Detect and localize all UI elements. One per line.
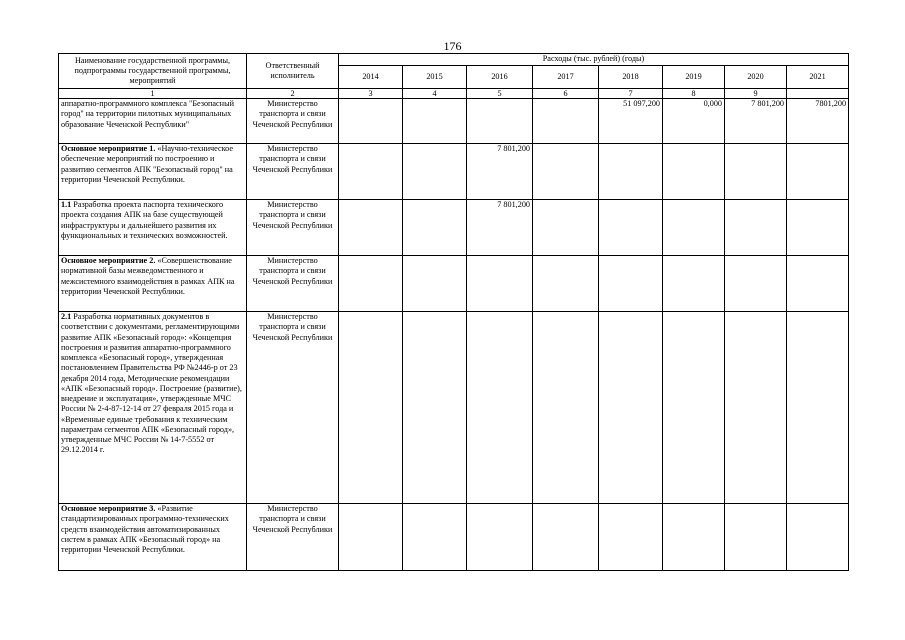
column-number: 7 — [599, 89, 663, 99]
value-cell: 0,000 — [663, 99, 725, 144]
value-cell — [533, 504, 599, 571]
value-cell — [787, 144, 849, 200]
header-year: 2016 — [467, 66, 533, 89]
value-cell — [467, 504, 533, 571]
value-cell — [533, 99, 599, 144]
row-name — [59, 504, 247, 571]
value-cell — [339, 200, 403, 256]
header-year: 2015 — [403, 66, 467, 89]
value-cell — [339, 256, 403, 312]
value-cell — [725, 144, 787, 200]
header-year: 2021 — [787, 66, 849, 89]
row-executor: Министерство транспорта и связи Чеченской Республики — [247, 200, 339, 256]
value-cell: 7 801,200 — [467, 200, 533, 256]
column-number: 4 — [403, 89, 467, 99]
value-cell — [599, 504, 663, 571]
value-cell — [663, 312, 725, 504]
value-cell — [403, 144, 467, 200]
value-cell — [663, 504, 725, 571]
expenses-table — [58, 53, 849, 571]
column-number: 9 — [725, 89, 787, 99]
row-prefix: 1.1 — [61, 200, 72, 209]
row-text: «Развитие стандартизированных программно-технических средств взаимодействия автоматизированных систем в рамках АПК «Безопасный город» на территории Чеченской Республики. — [61, 504, 229, 554]
table-row — [59, 256, 849, 312]
table-row — [59, 504, 849, 571]
header-year: 2017 — [533, 66, 599, 89]
column-number-row — [59, 89, 849, 99]
value-cell — [787, 312, 849, 504]
column-number: 6 — [533, 89, 599, 99]
row-name — [59, 99, 247, 144]
row-name — [59, 256, 247, 312]
value-cell: 7 801,200 — [467, 144, 533, 200]
value-cell — [599, 256, 663, 312]
column-number: 5 — [467, 89, 533, 99]
value-cell — [663, 256, 725, 312]
row-prefix: Основное мероприятие 2. — [61, 256, 156, 265]
value-cell — [467, 256, 533, 312]
table-row — [59, 200, 849, 256]
header-executor: Ответственный исполнитель — [247, 54, 339, 89]
row-text: Разработка нормативных документов в соответствии с документами, регламентирующими развитие АПК «Безопасный город»: «Концепция построения и развития аппаратно-программного комплекса «Безопасный город», утвержденная постановлением Правительства РФ №2446-р от 23 декабря 2014 года, Методические рекомендации «АПК «Безопасный город». Построение (развитие), внедрение и эксплуатация», утвержденные МЧС России № 2-4-87-12-14 от 27 февраля 2015 года и «Временные единые требования к техническим параметрам сегментов АПК «Безопасный город», утвержденные МЧС России № 14-7-5552 от 29.12.2014 г. — [61, 312, 242, 455]
value-cell: 7801,200 — [787, 99, 849, 144]
value-cell — [533, 200, 599, 256]
value-cell — [787, 256, 849, 312]
value-cell — [663, 144, 725, 200]
header-year: 2020 — [725, 66, 787, 89]
value-cell — [467, 99, 533, 144]
header-year: 2014 — [339, 66, 403, 89]
value-cell — [339, 144, 403, 200]
value-cell — [403, 256, 467, 312]
row-prefix: Основное мероприятие 3. — [61, 504, 156, 513]
table-row — [59, 312, 849, 504]
value-cell — [725, 504, 787, 571]
column-number: 1 — [59, 89, 247, 99]
value-cell — [533, 312, 599, 504]
header-name: Наименование государственной программы, подпрограммы государственной программы, мероприятий — [59, 54, 247, 89]
value-cell — [403, 99, 467, 144]
table-row — [59, 99, 849, 144]
row-text: «Научно-техническое обеспечение мероприятий по построению и развитию сегментов АПК "Безопасный город" на территории Чеченской Республики. — [61, 144, 233, 184]
row-name — [59, 144, 247, 200]
value-cell — [403, 504, 467, 571]
column-number — [787, 89, 849, 99]
page-number: 176 — [443, 39, 462, 53]
value-cell — [533, 144, 599, 200]
value-cell — [787, 504, 849, 571]
value-cell — [403, 200, 467, 256]
column-number: 3 — [339, 89, 403, 99]
header-expenses: Расходы (тыс. рублей) (годы) — [339, 54, 849, 66]
value-cell — [599, 200, 663, 256]
value-cell — [787, 200, 849, 256]
value-cell: 7 801,200 — [725, 99, 787, 144]
value-cell — [599, 144, 663, 200]
value-cell — [599, 312, 663, 504]
row-prefix: Основное мероприятие 1. — [61, 144, 156, 153]
value-cell — [533, 256, 599, 312]
value-cell — [339, 99, 403, 144]
header-year: 2019 — [663, 66, 725, 89]
header-year: 2018 — [599, 66, 663, 89]
row-name — [59, 312, 247, 504]
value-cell — [725, 312, 787, 504]
row-executor: Министерство транспорта и связи Чеченской Республики — [247, 312, 339, 504]
value-cell — [725, 256, 787, 312]
value-cell — [725, 200, 787, 256]
value-cell — [403, 312, 467, 504]
row-executor: Министерство транспорта и связи Чеченской Республики — [247, 144, 339, 200]
row-name — [59, 200, 247, 256]
value-cell — [467, 312, 533, 504]
value-cell — [339, 312, 403, 504]
row-text: «Совершенствование нормативной базы межведомственного и межсистемного взаимодействия в рамках АПК на территории Чеченской Республики. — [61, 256, 235, 296]
value-cell: 51 097,200 — [599, 99, 663, 144]
row-executor: Министерство транспорта и связи Чеченской Республики — [247, 504, 339, 571]
row-executor: Министерство транспорта и связи Чеченской Республики — [247, 99, 339, 144]
column-number: 2 — [247, 89, 339, 99]
value-cell — [663, 200, 725, 256]
row-text: Разработка проекта паспорта технического проекта создания АПК на базе существующей инфраструктуры и дальнейшего развития их функциональных и технических возможностей. — [61, 200, 228, 240]
row-text: аппаратно-программного комплекса "Безопасный город" на территории пилотных муниципальных образование Чеченской Республики" — [61, 99, 234, 129]
table-row — [59, 144, 849, 200]
row-executor: Министерство транспорта и связи Чеченской Республики — [247, 256, 339, 312]
column-number: 8 — [663, 89, 725, 99]
value-cell — [339, 504, 403, 571]
row-prefix: 2.1 — [61, 312, 72, 321]
